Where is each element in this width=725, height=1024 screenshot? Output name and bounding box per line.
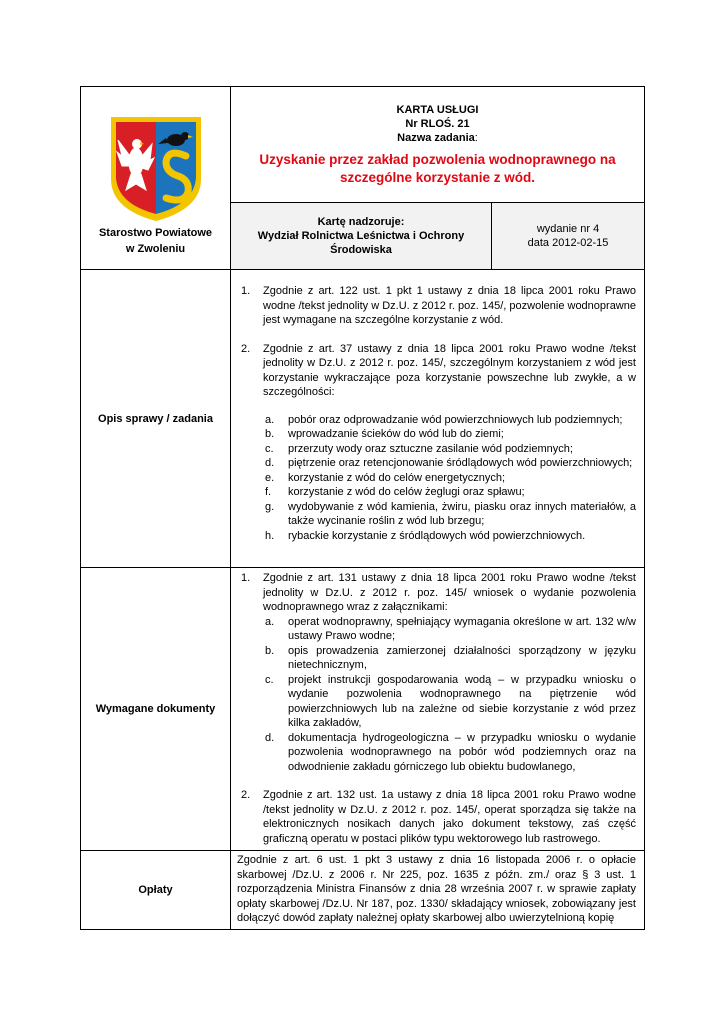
office-city: w Zwoleniu [125, 243, 186, 255]
supervisor-dept-cont: Środowiska [330, 244, 392, 256]
supervisor-label: Kartę nadzoruje: [317, 216, 405, 228]
documents-label: Wymagane dokumenty [95, 703, 216, 715]
office-cell [80, 86, 231, 270]
list-item: b. opis prowadzenia zamierzonej działalności sporządzony w języku nietechnicznym, [265, 644, 636, 671]
edition-number: wydanie nr 4 [536, 223, 600, 235]
supervisor-cell [230, 202, 492, 270]
description-sublist [263, 413, 636, 544]
task-label-row: Nazwa zadania: [397, 131, 478, 144]
list-item: h. rybackie korzystanie z śródlądowych wód powierzchniowych. [265, 529, 586, 542]
list-item: a. operat wodnoprawny, spełniający wymagania określone w art. 132 w/w ustawy Prawo wodne; [265, 615, 636, 642]
list-item: c. przerzuty wody oraz sztuczne zasilanie wód podziemnych; [265, 442, 573, 455]
fees-label-cell [80, 850, 231, 930]
card-title: KARTA USŁUGI [396, 103, 479, 116]
documents-content-cell [230, 567, 645, 851]
documents-label-cell [80, 567, 231, 851]
coat-of-arms-icon [106, 114, 206, 224]
edition-cell [491, 202, 645, 270]
list-item: b. wprowadzanie ścieków do wód lub do ziemi; [265, 428, 504, 440]
edition-date: data 2012-02-15 [527, 237, 609, 249]
service-card [80, 86, 645, 930]
title-cell [230, 86, 645, 203]
list-item: g. wydobywanie z wód kamienia, żwiru, piasku oraz innych materiałów, a także wycinanie roślin z wód lub brzegu; [265, 500, 636, 527]
task-label: Nazwa zadania [397, 131, 475, 144]
fees-content-cell [230, 850, 645, 930]
list-item: d. piętrzenie oraz retencjonowanie śródlądowych wód powierzchniowych; [265, 457, 633, 469]
list-item: d. dokumentacja hydrogeologiczna – w przypadku wniosku o wydanie pozwolenia wodnoprawnego na pobór wód podziemnych oraz na odwodnienie zakładu górniczego lub obiektu budowlanego, [265, 731, 636, 773]
office-name: Starostwo Powiatowe [98, 227, 213, 239]
description-label: Opis sprawy / zadania [98, 412, 213, 425]
documents-list [237, 571, 636, 846]
description-item: 2. Zgodnie z art. 37 ustawy z dnia 18 lipca 2001 roku Prawo wodne /tekst jednolity w Dz.U. z 2012 r. poz. 145/, szczególnym korzystaniem z wód jest korzystanie wykraczające poza korzystanie powszechne lub zwykłe, a w szczególności: [241, 342, 636, 398]
description-content-cell [230, 269, 645, 568]
description-item: 1. Zgodnie z art. 122 ust. 1 pkt 1 ustawy z dnia 18 lipca 2001 roku Prawo wodne /tekst jednolity w Dz.U. z 2012 r. poz. 145/, pozwolenie wodnoprawne jest wymagane na szczególne korzystanie z wód. [241, 285, 636, 326]
description-list [237, 284, 636, 400]
documents-item: 2. Zgodnie z art. 132 ust. 1a ustawy z dnia 18 lipca 2001 roku Prawo wodne /tekst jednolity w Dz.U. z 2012 r. poz. 145/, operat sporządza się także na elektronicznych nosikach danych jako dokument tekstowy, zaś część graficzną operatu w postaci plików typu wektorowego lub rastrowego. [241, 789, 636, 845]
fees-label: Opłaty [138, 884, 173, 896]
task-name: Uzyskanie przez zakład pozwolenia wodnoprawnego na szczególne korzystanie z wód. [259, 151, 616, 185]
supervisor-dept: Wydział Rolnictwa Leśnictwa i Ochrony [257, 230, 465, 242]
fees-text: Zgodnie z art. 6 ust. 1 pkt 3 ustawy z dnia 16 listopada 2006 r. o opłacie skarbowej /Dz.U. z 2006 r. Nr 225, poz. 1635 z późn. zm./ oraz § 3 ust. 1 rozporządzenia Ministra Finansów z dnia 28 września 2007 r. w sprawie zapłaty opłaty skarbowej /Dz.U. Nr 187, poz. 1330/ składający wniosek, zobowiązany jest dołączyć dowód zapłaty należnej opłaty skarbowej albo uwierzytelnioną kopię [237, 854, 636, 924]
documents-sublist [263, 615, 636, 775]
card-number: Nr RLOŚ. 21 [405, 117, 470, 130]
list-item: c. projekt instrukcji gospodarowania wodą – w przypadku wniosku o wydanie pozwolenia wodnoprawnego na piętrzenie wód powierzchniowych lub na zależne od siebie korzystanie z wód przez kilka zakładów, [265, 673, 636, 729]
list-item: f. korzystanie z wód do celów żeglugi oraz spławu; [265, 486, 525, 498]
documents-item: 1. Zgodnie z art. 131 ustawy z dnia 18 lipca 2001 roku Prawo wodne /tekst jednolity w Dz.U. z 2012 r. poz. 145/ wniosek o wydanie pozwolenia wodnoprawnego wraz z załącznikami: a. operat wodnoprawny, spełniający wymagania określone w art. 132 w/w ustawy Prawo wodne; b. opis prowadzenia zamierzonej działalności sporządzony w języku nietechnicznym, c. projekt instrukcji gospodarowania wodą – w przypadku wniosku o wydanie pozwolenia wodnoprawnego na piętrzenie wód powierzchniowych lub na zależne od siebie korzystanie z wód przez kilka zakładów, d. dokumentacja hydrogeologiczna – w przypadku wniosku o wydanie pozwolenia wodnoprawnego na pobór wód podziemnych oraz na odwodnienie zakładu górniczego lub obiektu budowlanego, [241, 572, 636, 773]
list-item: a. pobór oraz odprowadzanie wód powierzchniowych lub podziemnych; [265, 413, 623, 426]
description-label-cell [80, 269, 231, 568]
list-item: e. korzystanie z wód do celów energetycznych; [265, 471, 506, 484]
